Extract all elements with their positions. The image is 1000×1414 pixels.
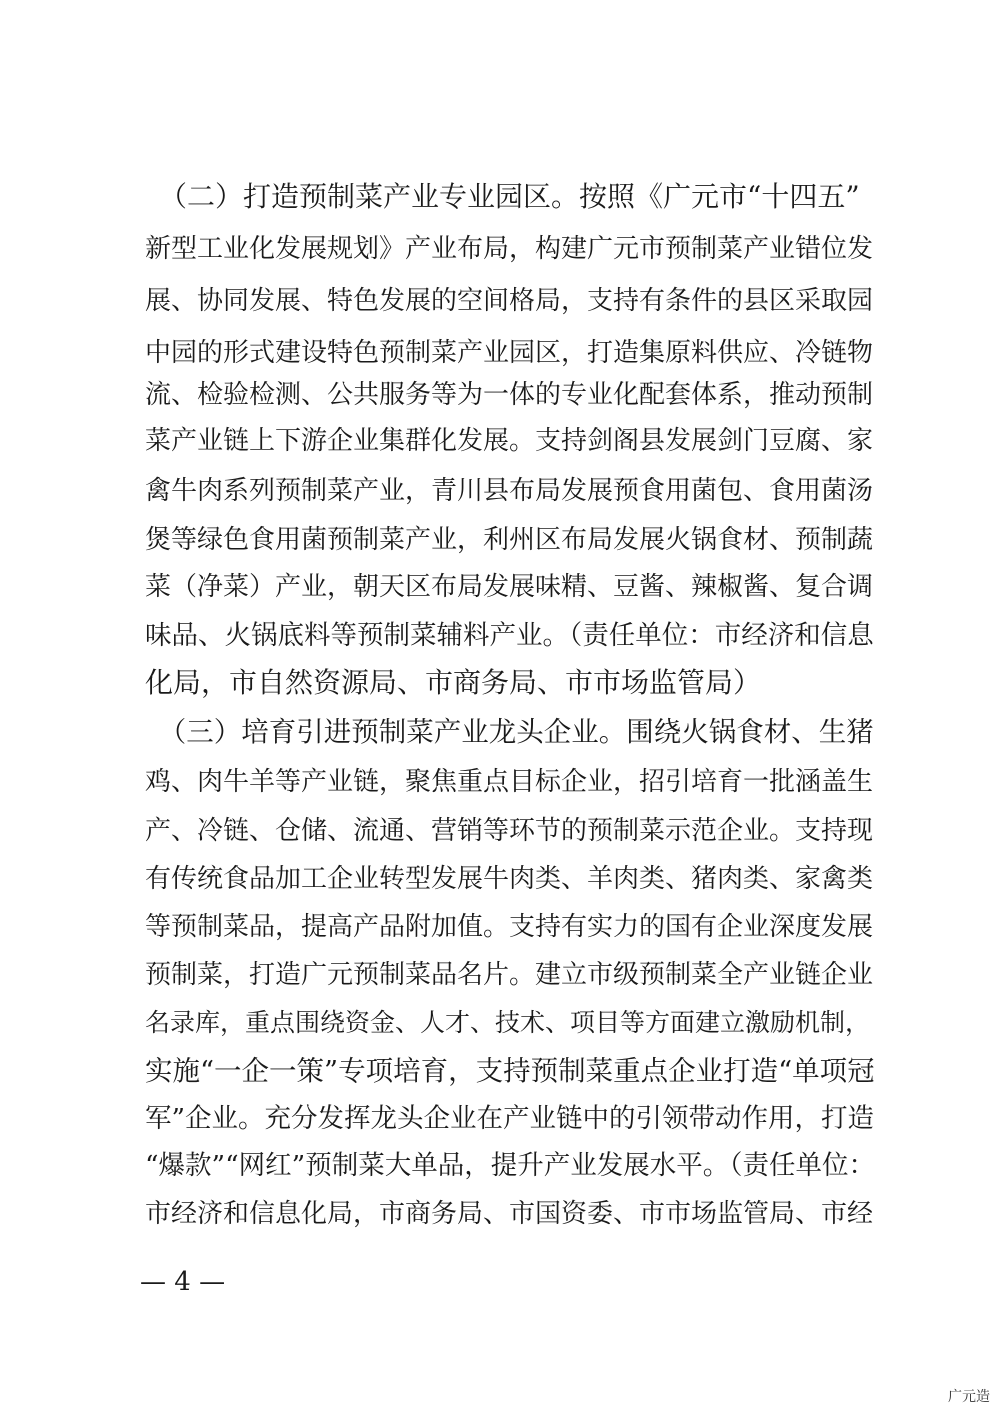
text-line: 化局，市自然资源局、市商务局、市市场监管局） xyxy=(145,666,762,699)
text-line: 产、冷链、仓储、流通、营销等环节的预制菜示范企业。支持现 xyxy=(145,816,874,846)
text-line: 流、检验检测、公共服务等为一体的专业化配套体系，推动预制 xyxy=(145,380,874,410)
text-line: 中园的形式建设特色预制菜产业园区，打造集原料供应、冷链物 xyxy=(145,338,874,368)
text-line: 市经济和信息化局，市商务局、市国资委、市市场监管局、市经 xyxy=(145,1199,874,1229)
text-line: “爆款”“网红”预制菜大单品，提升产业发展水平。（责任单位： xyxy=(145,1150,875,1181)
watermark-text: 广元造 xyxy=(948,1389,990,1405)
text-line: 禽牛肉系列预制菜产业，青川县布局发展预食用菌包、食用菌汤 xyxy=(145,476,874,506)
text-line: 煲等绿色食用菌预制菜产业，利州区布局发展火锅食材、预制蔬 xyxy=(145,525,874,555)
text-line: （三）培育引进预制菜产业龙头企业。围绕火锅食材、生猪 xyxy=(145,716,874,748)
text-line: 实施“一企一策”专项培育，支持预制菜重点企业打造“单项冠 xyxy=(145,1055,875,1087)
text-line: 展、协同发展、特色发展的空间格局，支持有条件的县区采取园 xyxy=(145,286,874,316)
text-line: 军”企业。充分发挥龙头企业在产业链中的引领带动作用，打造 xyxy=(145,1103,875,1134)
text-line: 鸡、肉牛羊等产业链，聚焦重点目标企业，招引培育一批涵盖生 xyxy=(145,767,874,797)
text-line: 菜产业链上下游企业集群化发展。支持剑阁县发展剑门豆腐、家 xyxy=(145,426,874,456)
text-line: （二）打造预制菜产业专业园区。按照《广元市“十四五” xyxy=(145,180,860,213)
text-line: 名录库，重点围绕资金、人才、技术、项目等方面建立激励机制， xyxy=(145,1008,871,1037)
text-line: 新型工业化发展规划》产业布局，构建广元市预制菜产业错位发 xyxy=(145,234,874,264)
text-line: 有传统食品加工企业转型发展牛肉类、羊肉类、猪肉类、家禽类 xyxy=(145,864,874,894)
text-line: 菜（净菜）产业，朝天区布局发展味精、豆酱、辣椒酱、复合调 xyxy=(145,572,874,602)
page-number: — 4 — xyxy=(140,1267,226,1297)
text-line: 味品、火锅底料等预制菜辅料产业。（责任单位：市经济和信息 xyxy=(145,620,874,651)
text-line: 预制菜，打造广元预制菜品名片。建立市级预制菜全产业链企业 xyxy=(145,960,874,990)
text-line: 等预制菜品，提高产品附加值。支持有实力的国有企业深度发展 xyxy=(145,912,874,942)
